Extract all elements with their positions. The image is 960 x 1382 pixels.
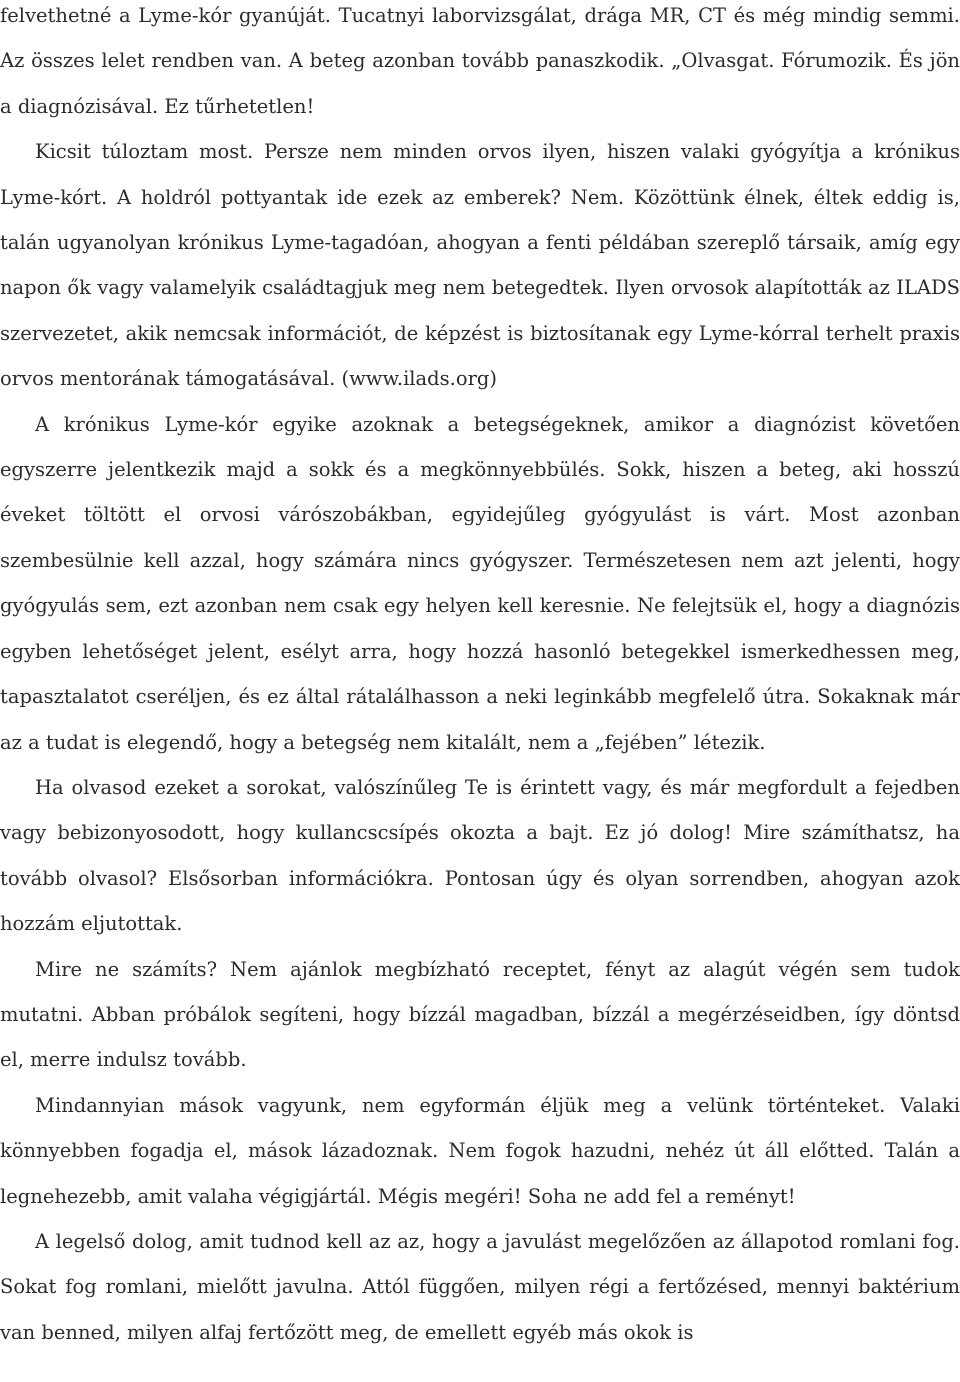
paragraph: Kicsit túloztam most. Persze nem minden orvos ilyen, hiszen valaki gyógyítja a krónikus Lyme-kórt. A holdról pottyantak ide ezek az emberek? Nem. Közöttünk élnek, éltek eddig is, talán ugyanolyan krónikus Lyme-tagadóan, ahogyan a fenti példában szereplő társaik, amíg egy napon ők vagy valamelyik családtagjuk meg nem betegedtek. Ilyen orvosok alapították az ILADS szervezetet, akik nemcsak információt, de képzést is biztosítanak egy Lyme-kórral terhelt praxis orvos mentorának támogatásával. (www.ilads.org) (0, 140, 960, 391)
paragraph: felvethetné a Lyme-kór gyanúját. Tucatnyi laborvizsgálat, drága MR, CT és még mindig semmi. Az összes lelet rendben van. A beteg azonban tovább panaszkodik. „Olvasgat. Fórumozik. És jön a diagnózisával. Ez tűrhetetlen! (0, 4, 960, 118)
paragraph: A krónikus Lyme-kór egyike azoknak a betegségeknek, amikor a diagnózist követően egyszerre jelentkezik majd a sokk és a megkönnyebbülés. Sokk, hiszen a beteg, aki hosszú éveket töltött el orvosi várószobákban, egyidejűleg gyógyulást is várt. Most azonban szembesülnie kell azzal, hogy számára nincs gyógyszer. Természetesen nem azt jelenti, hogy gyógyulás sem, ezt azonban nem csak egy helyen kell keresnie. Ne felejtsük el, hogy a diagnózis egyben lehetőséget jelent, esélyt arra, hogy hozzá hasonló betegekkel ismerkedhessen meg, tapasztalatot cseréljen, és ez által rátalálhasson a neki leginkább megfelelő útra. Sokaknak már az a tudat is elegendő, hogy a betegség nem kitalált, nem a „fejében” létezik. (0, 412, 960, 754)
paragraph: Mire ne számíts? Nem ajánlok megbízható receptet, fényt az alagút végén sem tudok mutatni. Abban próbálok segíteni, hogy bízzál magadban, bízzál a megérzéseidben, így döntsd el, merre indulsz tovább. (0, 957, 960, 1072)
paragraph: Mindannyian mások vagyunk, nem egyformán éljük meg a velünk történteket. Valaki könnyebben fogadja el, mások lázadoznak. Nem fogok hazudni, nehéz út áll előtted. Talán a legnehezebb, amit valaha végigjártál. Mégis megéri! Soha ne add fel a reményt! (0, 1093, 960, 1208)
paragraph: Ha olvasod ezeket a sorokat, valószínűleg Te is érintett vagy, és már megfordult a fejedben vagy bebizonyosodott, hogy kullancscsípés okozta a bajt. Ez jó dolog! Mire számíthatsz, ha tovább olvasol? Elsősorban információkra. Pontosan úgy és olyan sorrendben, ahogyan azok hozzám eljutottak. (0, 775, 960, 936)
paragraph: A legelső dolog, amit tudnod kell az az, hogy a javulást megelőzően az állapotod romlani fog. Sokat fog romlani, mielőtt javulna. Attól függően, milyen régi a fertőzésed, mennyi baktérium van benned, milyen alfaj fertőzött meg, de emellett egyéb más okok is (0, 1229, 960, 1344)
